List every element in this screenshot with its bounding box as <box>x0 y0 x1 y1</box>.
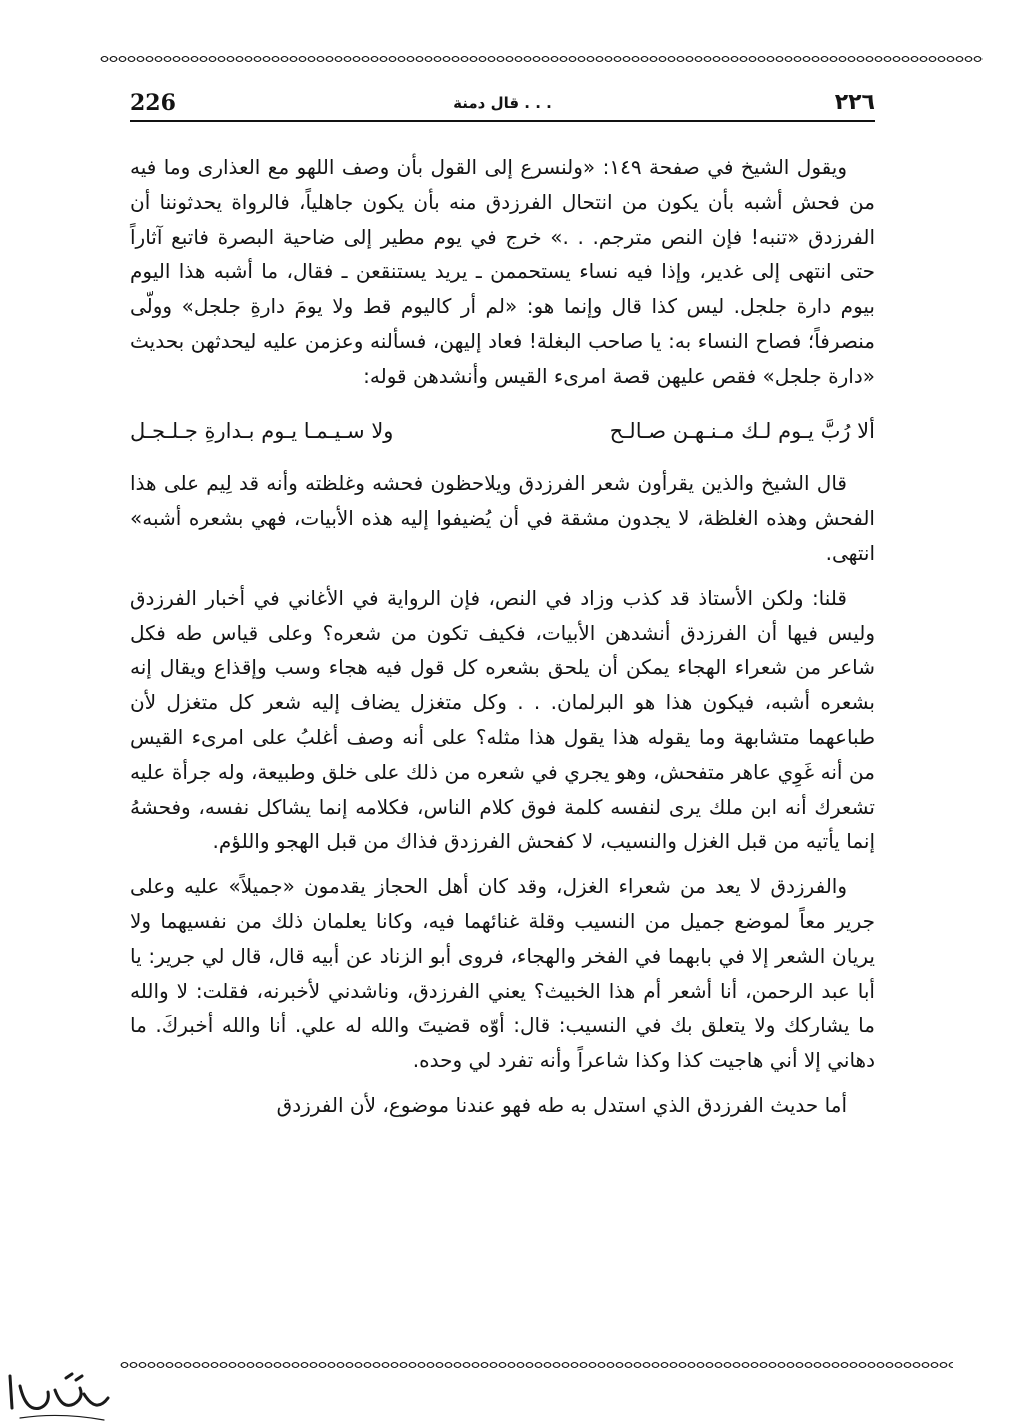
paragraph-1: ويقول الشيخ في صفحة ١٤٩: «ولنسرع إلى القول بأن وصف اللهو مع العذارى وما فيه من فحش أشبه بأن يكون من انتحال الفرزدق منه بأن يكون جاهلياً، فالرواة يحدثوننا أن الفرزدق «تنبه! فإن النص مترجم. . .» خرج في يوم مطير إلى ضاحية البصرة فاتبع آثاراً حتى انتهى إلى غدير، وإذا فيه نساء يستحممن ـ يريد يستنقعن ـ فقال، ما أشبه هذا اليوم بيوم دارة جلجل. ليس كذا قال وإنما هو: «لم أر كاليوم قط ولا يومَ دارةِ جلجل» وولّى منصرفاً؛ فصاح النساء به: يا صاحب البغلة! فعاد إليهن، فسألنه وعزمن عليه ليحدثهن بحديث «دارة جلجل» فقص عليهن قصة امرىء القيس وأنشدهن قوله: <box>130 155 875 388</box>
poem-verse <box>130 414 875 449</box>
page-body <box>130 150 875 1123</box>
running-title: قال دمنة . . . <box>453 94 552 112</box>
page-header <box>130 86 875 122</box>
page-number-latin: 226 <box>130 90 176 116</box>
poem-hemistich-2: ولا سـيـمـا يـوم بـدارةِ جـلـجـل <box>130 418 394 443</box>
paragraph-3: قلنا: ولكن الأستاذ قد كذب وزاد في النص، فإن الرواية في الأغاني في أخبار الفرزدق وليس فيها أن الفرزدق أنشدهن الأبيات، فكيف تكون من شعره؟ وعلى قياس طه فكل شاعر من شعراء الهجاء يمكن أن يلحق بشعره كل قول فيه هجاء وسب وإقذاع ويقال إنه بشعره أشبه، فيكون هذا هو البرلمان. . . وكل متغزل يضاف إليه شعر كل متغزل لأن طباعهما متشابهة وما يقوله هذا يقول هذا مثله؟ على أنه وصف أغلبُ على امرىء القيس من أنه غَوِي عاهر متفحش، وهو يجري في شعره من ذلك على خلق وطبيعة، وله جرأة عليه تشعرك أنه ابن ملك يرى لنفسه كلمة فوق كلام الناس، فكلامه إنما يشاكل نفسه، وفحشهُ إنما يأتيه من قبل الغزل والنسيب، لا كفحش الفرزدق فذاك من قبل الهجو واللؤم. <box>130 585 875 854</box>
paragraph-5: أما حديث الفرزدق الذي استدل به طه فهو عندنا موضوع، لأن الفرزدق <box>276 1092 847 1117</box>
page-number-arabic: ٢٢٦ <box>834 90 875 115</box>
paragraph-4: والفرزدق لا يعد من شعراء الغزل، وقد كان أهل الحجاز يقدمون «جميلاً» عليه وعلى جرير معاً لموضع جميل من النسيب وقلة غنائهما فيه، وكانا يعلمان ذلك من نفسيهما ولا يريان الشعر إلا في بابهما في الفخر والهجاء، فروى أبو الزناد عن أبيه قال، قال لي جرير: يا أبا عبد الرحمن، أنا أشعر أم هذا الخبيث؟ يعني الفرزدق، وناشدني لأخبرنه، فقلت: لا والله ما يشاركك ولا يتعلق بك في النسيب: قال: أوّه قضيتَ والله له علي. أنا والله أخبركَ. ما دهاني إلا أني هاجيت كذا وكذا شاعراً وأنه تفرد لي وحده. <box>130 874 875 1073</box>
watermark-stamp-logo <box>0 1368 120 1425</box>
paragraph-2: قال الشيخ والذين يقرأون شعر الفرزدق ويلاحظون فحشه وغلظته وأنه قد لِيم على هذا الفحش وهذه الغلظة، لا يجدون مشقة في أن يُضيفوا إليه هذه الأبيات، فهي بشعره أشبه» انتهى. <box>130 471 875 565</box>
poem-hemistich-1: ألا رُبَّ يـوم لـك مـنـهـن صـالـح <box>609 418 875 443</box>
top-ornamental-border <box>100 54 983 64</box>
bottom-ornamental-border <box>120 1360 953 1370</box>
